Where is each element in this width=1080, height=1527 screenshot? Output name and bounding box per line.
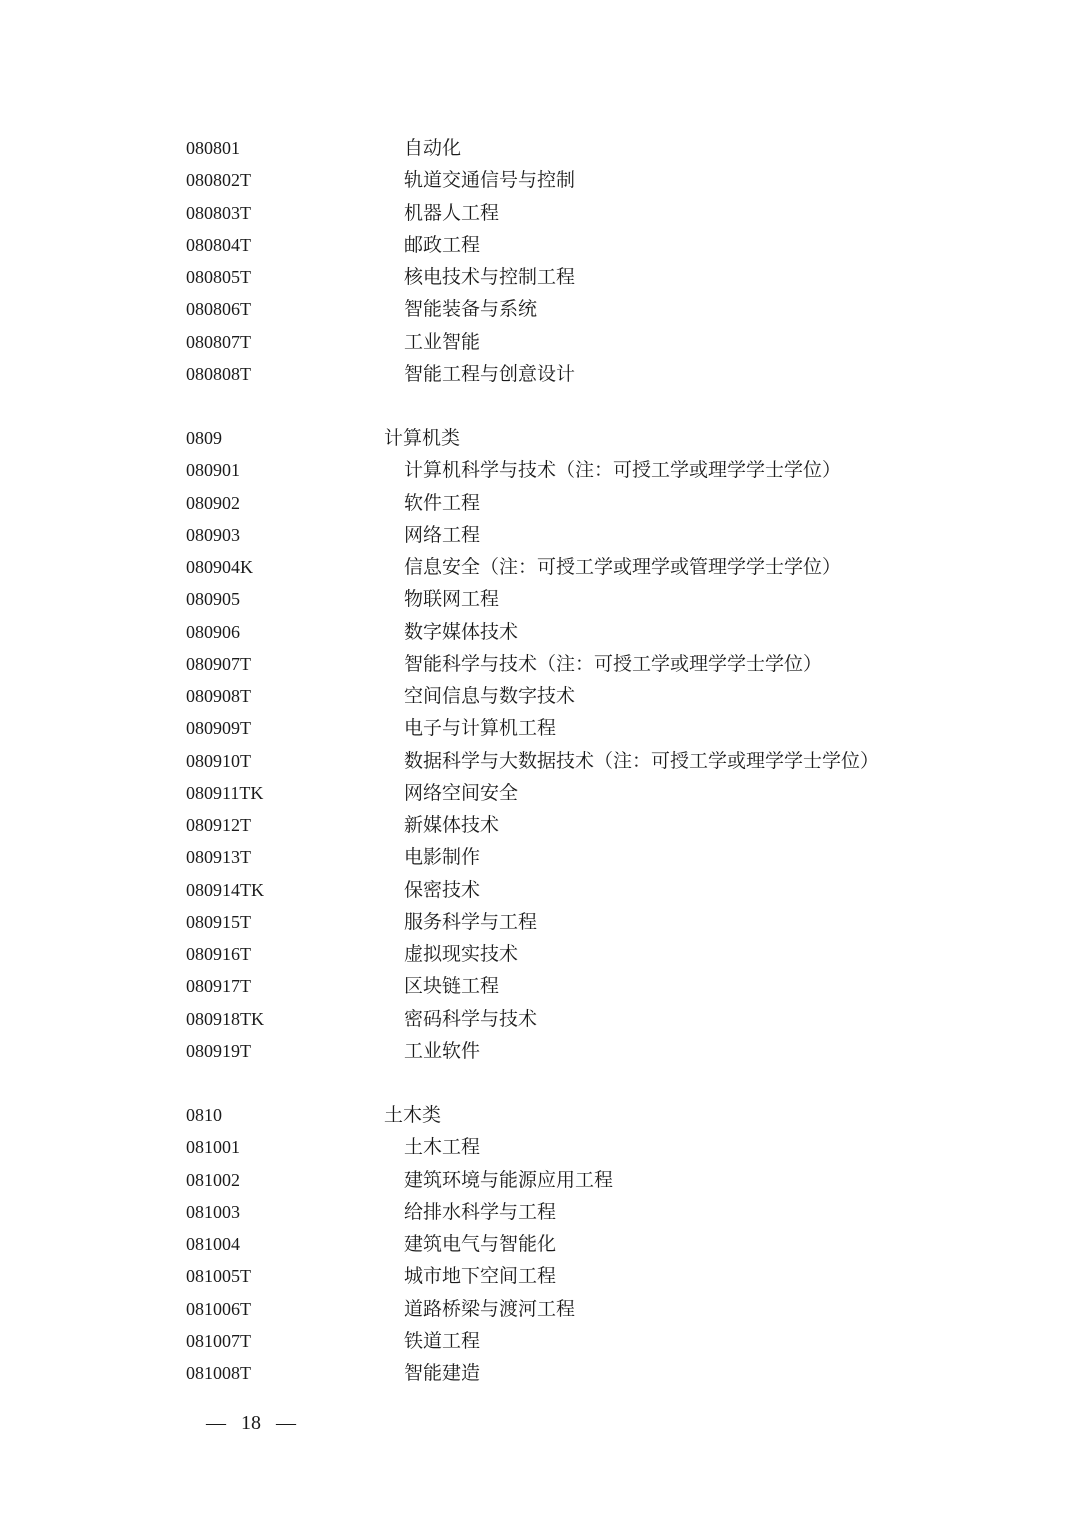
major-row <box>0 231 1080 259</box>
major-name: 信息安全（注：可授工学或理学或管理学学士学位） <box>404 556 842 578</box>
major-name: 数字媒体技术 <box>404 620 519 643</box>
category-code: 0809 <box>186 428 222 448</box>
major-code: 080915T <box>186 911 251 932</box>
major-row <box>0 1359 1080 1387</box>
major-name: 道路桥梁与渡河工程 <box>404 1297 576 1320</box>
major-code: 080808T <box>186 363 251 384</box>
major-name: 密码科学与技术 <box>404 1007 538 1030</box>
major-code: 080918TK <box>186 1008 264 1029</box>
category-row <box>0 424 1080 452</box>
major-row <box>0 521 1080 549</box>
major-name: 空间信息与数字技术 <box>404 685 576 707</box>
major-name: 智能装备与系统 <box>404 298 538 321</box>
major-row <box>0 618 1080 646</box>
major-name: 邮政工程 <box>404 233 481 256</box>
major-code: 081007T <box>186 1330 251 1351</box>
major-name: 数据科学与大数据技术（注：可授工学或理学学士学位） <box>404 749 880 772</box>
major-name: 新媒体技术 <box>404 814 500 836</box>
major-code: 080903 <box>186 524 240 545</box>
major-row <box>0 134 1080 162</box>
major-name: 智能工程与创意设计 <box>404 362 576 385</box>
major-row <box>0 1005 1080 1033</box>
major-code: 080902 <box>186 492 240 513</box>
page-number: 18 <box>241 1412 261 1434</box>
major-code: 080916T <box>186 944 251 964</box>
category-name: 土木类 <box>384 1104 442 1126</box>
major-row <box>0 779 1080 807</box>
major-code: 080908T <box>186 686 251 706</box>
major-row <box>0 553 1080 581</box>
major-row <box>0 714 1080 742</box>
footer-dash-right: — <box>276 1412 296 1434</box>
footer-dash-left: — <box>206 1412 226 1434</box>
major-name: 建筑环境与能源应用工程 <box>404 1168 614 1191</box>
major-code: 080803T <box>186 202 251 223</box>
major-name: 网络工程 <box>404 523 481 546</box>
major-code: 080904K <box>186 557 253 577</box>
major-name: 电子与计算机工程 <box>404 717 557 740</box>
major-row <box>0 489 1080 517</box>
major-row <box>0 263 1080 291</box>
major-code: 081008T <box>186 1363 251 1383</box>
major-name: 建筑电气与智能化 <box>404 1233 557 1255</box>
major-code: 080906 <box>186 621 240 642</box>
major-row <box>0 328 1080 356</box>
major-code: 080802T <box>186 170 251 191</box>
major-name: 服务科学与工程 <box>404 910 538 933</box>
major-name: 工业软件 <box>404 1039 481 1062</box>
major-row <box>0 650 1080 678</box>
major-name: 保密技术 <box>404 878 481 901</box>
major-code: 080806T <box>186 299 251 320</box>
major-row <box>0 1262 1080 1290</box>
major-row <box>0 166 1080 194</box>
major-row <box>0 940 1080 968</box>
major-name: 机器人工程 <box>404 201 500 224</box>
major-code: 080905 <box>186 589 240 610</box>
major-code: 080805T <box>186 267 251 287</box>
major-name: 软件工程 <box>404 491 481 514</box>
major-name: 自动化 <box>404 137 462 159</box>
major-code: 081004 <box>186 1234 240 1254</box>
major-name: 给排水科学与工程 <box>404 1200 557 1223</box>
major-name: 工业智能 <box>404 330 481 353</box>
page-footer <box>206 1408 296 1438</box>
major-row <box>0 199 1080 227</box>
major-code: 080913T <box>186 847 251 868</box>
major-name: 土木工程 <box>404 1136 481 1159</box>
major-code: 080804T <box>186 234 251 255</box>
major-name: 区块链工程 <box>404 975 500 998</box>
major-name: 铁道工程 <box>404 1329 481 1352</box>
major-code: 080919T <box>186 1040 251 1061</box>
major-name: 智能科学与技术（注：可授工学或理学学士学位） <box>404 652 823 675</box>
major-row <box>0 1166 1080 1194</box>
major-row <box>0 456 1080 484</box>
major-name: 虚拟现实技术 <box>404 943 519 965</box>
major-code: 080801 <box>186 138 240 158</box>
major-name: 网络空间安全 <box>404 781 519 804</box>
major-name: 计算机科学与技术（注：可授工学或理学学士学位） <box>404 459 842 482</box>
major-code: 080917T <box>186 976 251 997</box>
major-row <box>0 1295 1080 1323</box>
major-code: 081001 <box>186 1137 240 1158</box>
major-row <box>0 295 1080 323</box>
major-row <box>0 1037 1080 1065</box>
major-code: 080807T <box>186 331 251 352</box>
major-code: 081005T <box>186 1266 251 1287</box>
major-code: 081006T <box>186 1298 251 1319</box>
major-row <box>0 360 1080 388</box>
major-code: 081003 <box>186 1201 240 1222</box>
major-code: 081002 <box>186 1169 240 1190</box>
major-code: 080907T <box>186 653 251 674</box>
major-row <box>0 843 1080 871</box>
major-row <box>0 811 1080 839</box>
major-code: 080909T <box>186 718 251 739</box>
major-row <box>0 876 1080 904</box>
major-name: 核电技术与控制工程 <box>404 266 576 288</box>
category-code: 0810 <box>186 1105 222 1125</box>
major-row <box>0 972 1080 1000</box>
major-row <box>0 1230 1080 1258</box>
major-name: 轨道交通信号与控制 <box>404 169 576 192</box>
major-row <box>0 1198 1080 1226</box>
major-code: 080910T <box>186 750 251 771</box>
major-row <box>0 585 1080 613</box>
major-name: 电影制作 <box>404 846 481 869</box>
category-name: 计算机类 <box>384 427 461 449</box>
major-row <box>0 747 1080 775</box>
major-code: 080911TK <box>186 782 264 803</box>
major-row <box>0 1133 1080 1161</box>
major-name: 智能建造 <box>404 1362 481 1384</box>
major-name: 物联网工程 <box>404 588 500 611</box>
major-code: 080914TK <box>186 879 264 900</box>
major-row <box>0 1327 1080 1355</box>
category-row <box>0 1101 1080 1129</box>
major-row <box>0 682 1080 710</box>
major-name: 城市地下空间工程 <box>404 1265 557 1288</box>
major-row <box>0 908 1080 936</box>
major-code: 080901 <box>186 460 240 481</box>
major-code: 080912T <box>186 815 251 835</box>
